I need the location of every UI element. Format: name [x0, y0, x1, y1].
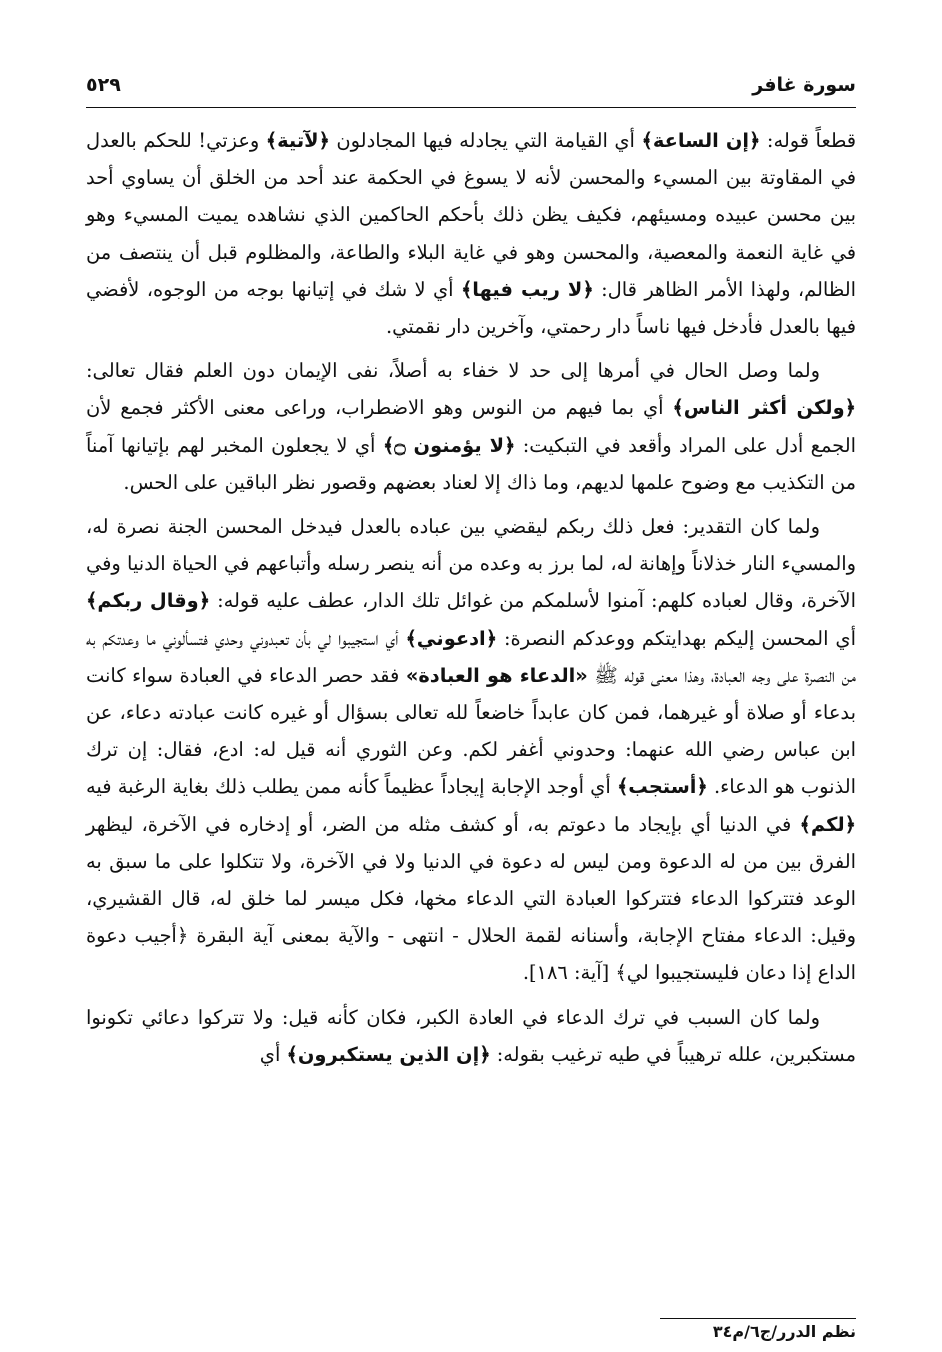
text-segment: أي القيامة التي يجادله فيها المجادلون [329, 129, 642, 152]
quran-quote: ﴿ادعوني﴾ [405, 626, 498, 650]
text-segment: أي أوجد الإجابة إيجاداً عظيماً كأنه ممن يطلب ذلك بغاية الرغبة فيه [86, 775, 617, 799]
text-segment: ولما كان السبب في ترك الدعاء في العادة الكبر، فكان كأنه قيل: ولا تتركوا دعائي تكونوا مستكبرين، علله ترهيباً في طيه ترغيب بقوله: [86, 1005, 856, 1066]
footer-rule [660, 1318, 856, 1319]
text-segment: قطعاً قوله: [760, 129, 856, 152]
quran-quote: «الدعاء هو العبادة» [405, 663, 588, 687]
quran-quote: ﴿ولكن أكثر الناس﴾ [672, 396, 856, 420]
quran-quote: ﴿إن الساعة﴾ [641, 129, 761, 152]
paragraph [86, 999, 856, 1073]
page-number: ٥٢٩ [86, 74, 121, 96]
running-header [86, 74, 856, 104]
text-segment: ولما كان التقدير: فعل ذلك ربكم ليقضي بين عباده بالعدل فيدخل المحسن الجنة نصرة له، والمسيء النار خذلاناً وإهانة له، لما برز به وعده من أنه ينصر رسله وأتباعهم في الحياة الدنيا وفي الآخرة، وقال لعباده كلهم: آمنوا لأسلمكم من غوائل تلك الدار، عطف عليه قوله: [86, 515, 856, 613]
text-segment: أي استجيبوا لي بأن تعبدوني وحدي فتسألوني ما وعدتكم به من النصرة على وجه العبادة، وهذا معنى قوله ﷺ [86, 626, 856, 687]
text-segment: أي لا شك في إتيانها بوجه من الوجوه، لأفضي فيها بالعدل فأدخل فيها ناساً دار رحمتي، وآخرين دار نقمتي. [86, 277, 856, 339]
quran-quote: ﴿إن الذين يستكبرون﴾ [286, 1042, 491, 1066]
surah-name: سورة غافر [752, 74, 856, 96]
text-segment: وعزتي! للحكم بالعدل في المقاوتة بين المسيء والمحسن لأنه لا يسوغ في الحكمة عند أحد من الخلق أن يساوي أحد بين محسن عبيده ومسيئهم، فكيف يظن ذلك بأحكم الحاكمين الذي نشاهده يميت المسيء وهو في غاية النعمة والمعصية، والمحسن وهو في غاية البلاء والطاعة، والمظلوم قبل أن ينتصف من الظالم، ولهذا الأمر الظاهر قال: [86, 129, 857, 301]
text-segment: ﴿أجيب دعوة الداع إذا دعان فليستجيبوا لي﴾ [86, 924, 856, 985]
quran-quote: ﴿لا ريب فيها﴾ [460, 277, 594, 301]
quran-quote: ﴿لكم﴾ [799, 812, 856, 836]
text-segment: فقد حصر الدعاء في العبادة سواء كانت بدعاء أو صلاة أو غيرهما، فمن كان عابداً خاضعاً لله تعالى بسؤال أو غيره كانت عبادته دعاء، عن ابن عباس رضي الله عنهما: وحدوني أغفر لكم. وعن الثوري أنه قيل له: ادع، فقال: إن ترك الذنوب هو الدعاء. [86, 663, 857, 799]
header-rule [86, 107, 856, 108]
text-segment: أي بما فيهم من النوس وهو الاضطراب، وراعى معنى الأكثر فجمع لأن الجمع أدل على المراد وأقعد في التبكيت: [86, 396, 856, 457]
quran-quote: ﴿وقال ربكم﴾ [86, 589, 211, 613]
quran-quote: ﴿أستجب﴾ [616, 775, 708, 799]
text-segment: أي لا يجعلون المخبر لهم بإتيانها آمناً من التكذيب مع وضوح علمها لديهم، وما ذاك إلا لعناد بعضهم وقصور نظر الباقين على الحس. [86, 433, 856, 494]
text-segment: أي [259, 1042, 287, 1066]
paragraph [86, 352, 856, 501]
volume-signature: نظم الدرر/ج٦/م٣٤ [712, 1322, 856, 1341]
quran-quote: ﴿لآتية﴾ [265, 129, 330, 152]
text-segment: أي المحسن إليكم بهدايتكم ووعدكم النصرة: [497, 626, 856, 650]
paragraph [86, 122, 856, 345]
text-segment: [آية: ١٨٦]. [522, 961, 616, 985]
paragraph [86, 508, 856, 992]
body-text [86, 122, 856, 1080]
text-segment: ولما وصل الحال في أمرها إلى حد لا خفاء به أصلاً، نفى الإيمان دون العلم فقال تعالى: [86, 359, 820, 383]
quran-quote: ﴿لا يؤمنون ۝﴾ [382, 433, 516, 457]
text-segment: في الدنيا أي بإيجاد ما دعوتم به، أو كشف مثله من الضر، أو إدخاره في الآخرة، ليظهر الفرق بين من له الدعوة ومن ليس له دعوة في الدنيا ولا في الآخرة، ولا تتكلوا على ما سبق به الوعد فتتركوا الدعاء فتتركوا العبادة التي الدعاء مخها، فكل ميسر لما خلق له، قال القشيري، وقيل: الدعاء مفتاح الإجابة، وأسنانه لقمة الحلال - انتهى - والآية بمعنى آية البقرة [86, 812, 856, 948]
